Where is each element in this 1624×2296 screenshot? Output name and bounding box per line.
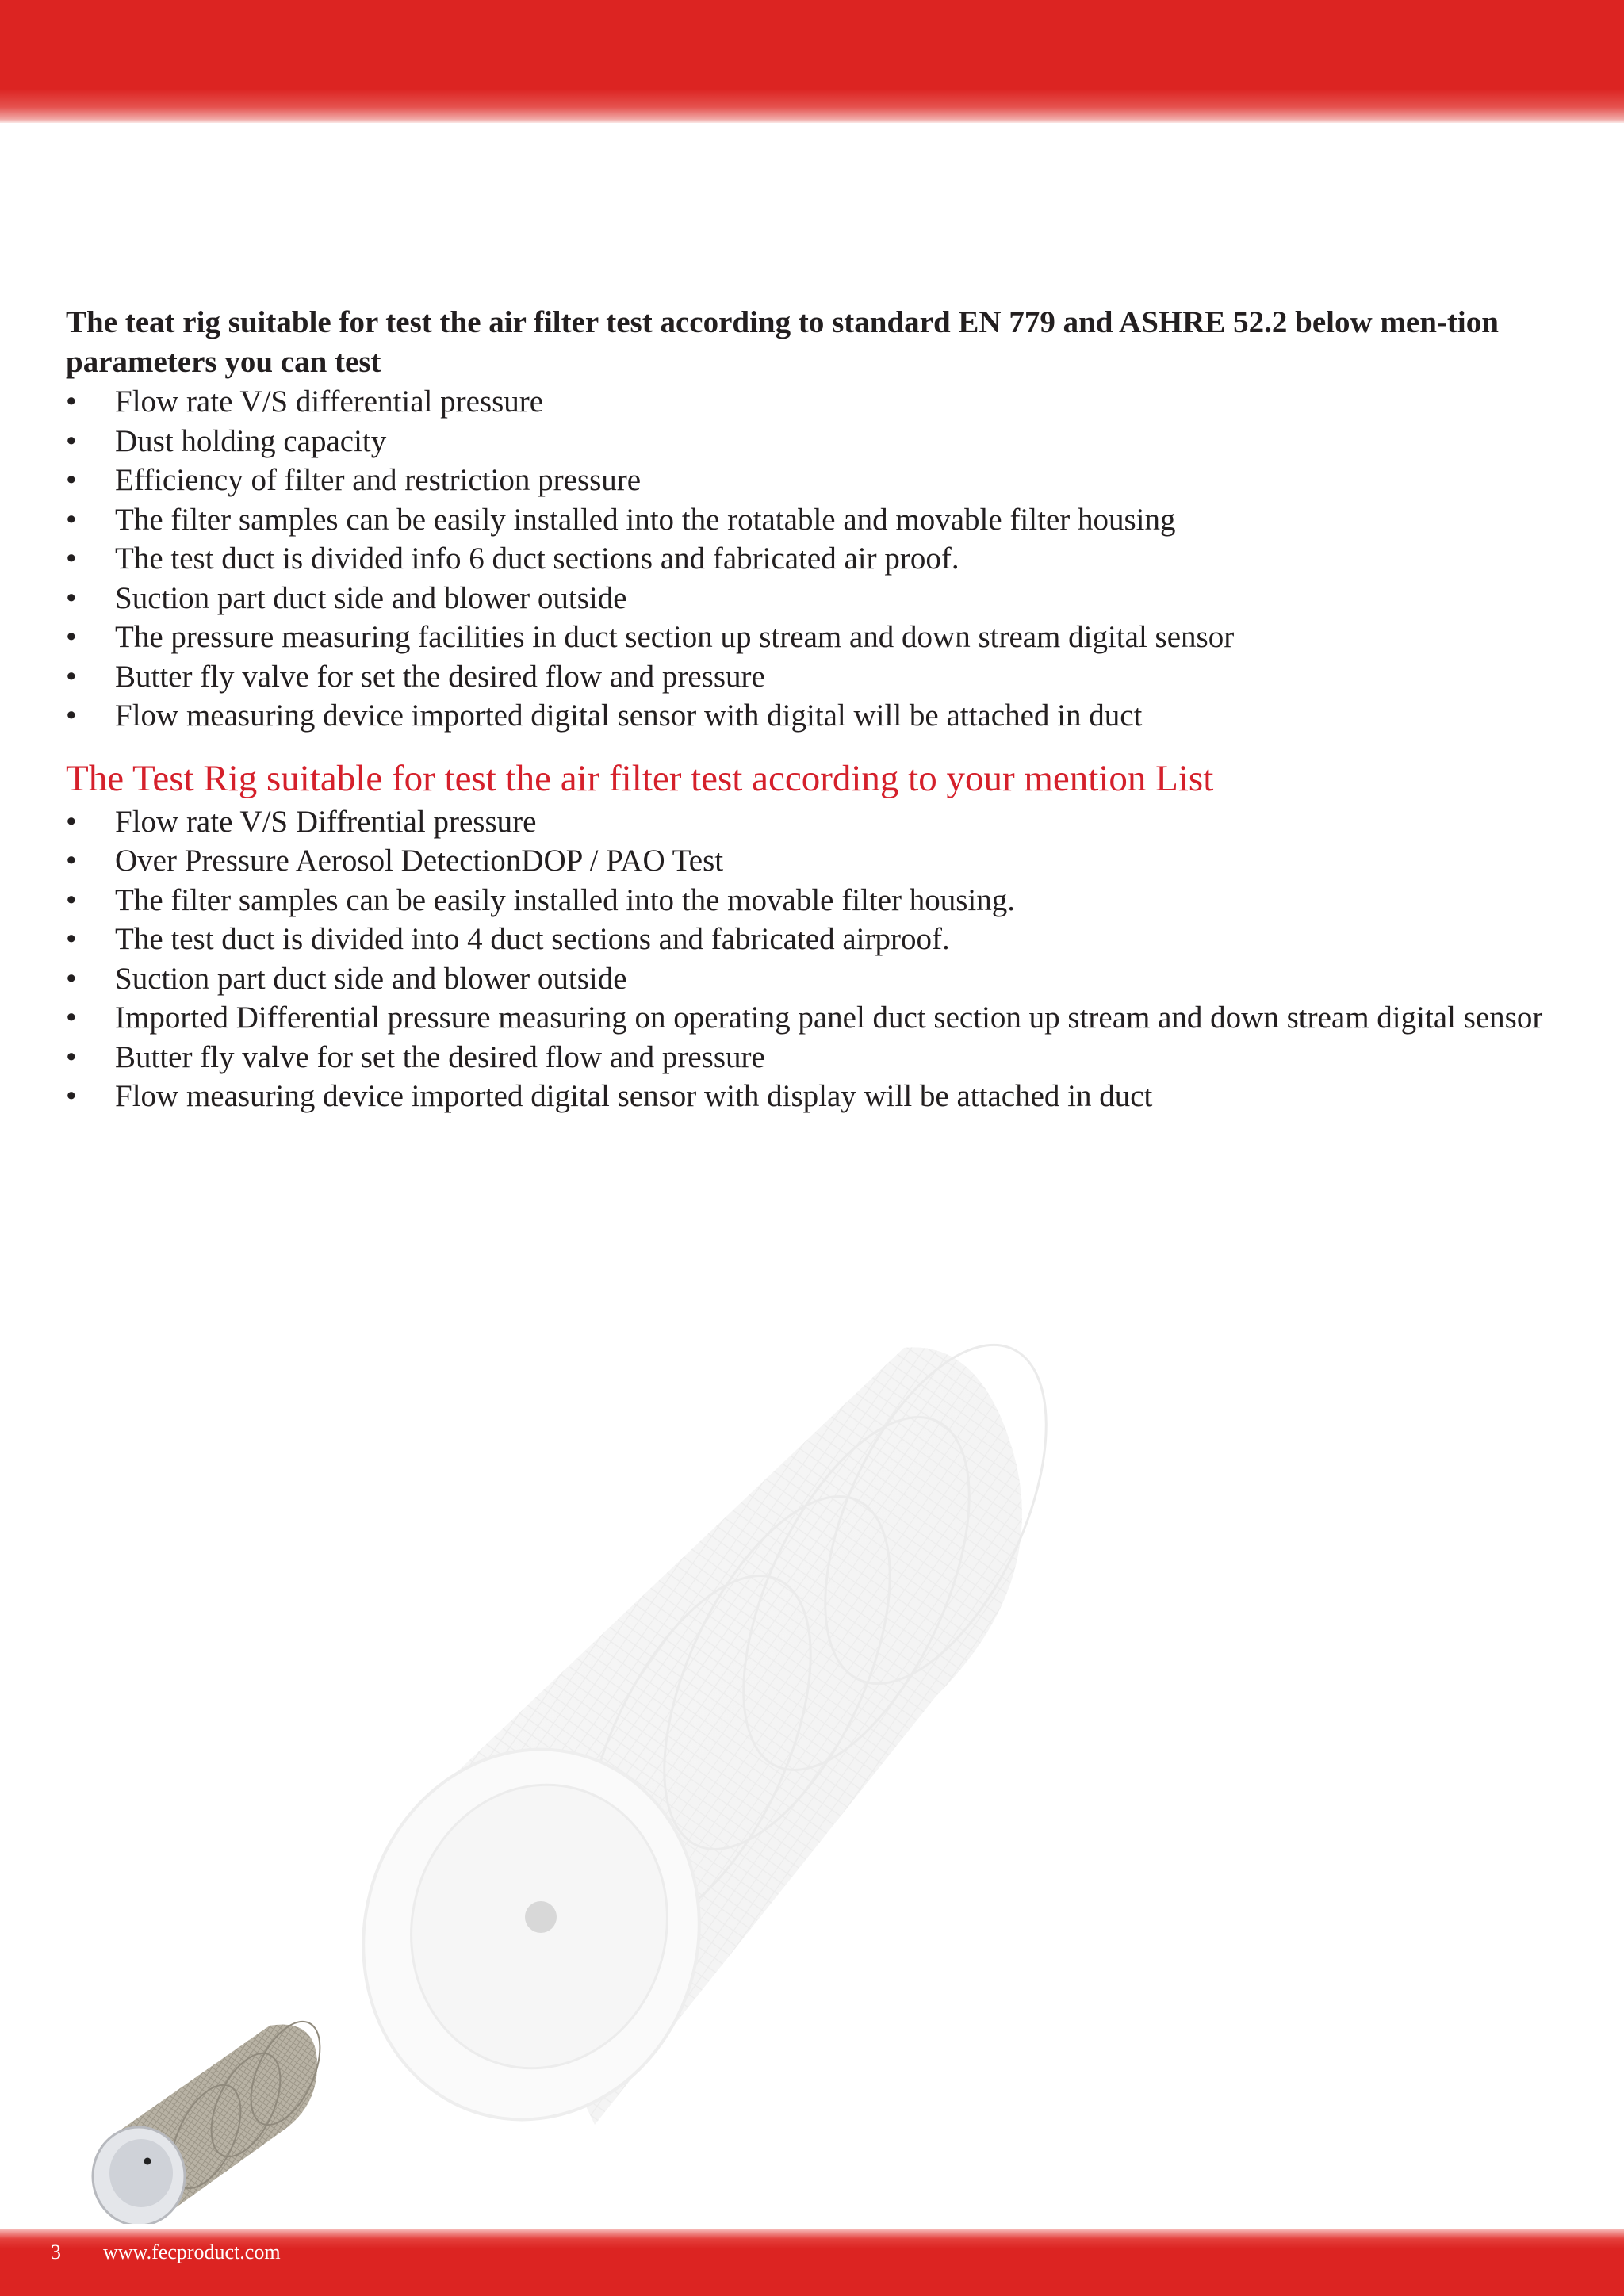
- bullet: •: [66, 385, 77, 419]
- section2-list: [66, 802, 1557, 1116]
- list-item: • Flow rate V/S differential pressure: [66, 382, 1557, 422]
- list-item: • Dust holding capacity: [66, 422, 1557, 461]
- list-item: • Butter fly valve for set the desired flow and pressure: [66, 657, 1557, 697]
- list-item: • Flow rate V/S Diffrential pressure: [66, 802, 1557, 842]
- filter-cartridge-photo-image: [87, 2018, 325, 2224]
- list-item: • Suction part duct side and blower outside: [66, 579, 1557, 618]
- list-item: • Flow measuring device imported digital sensor with display will be attached in duct: [66, 1077, 1557, 1116]
- list-item: • The filter samples can be easily installed into the movable filter housing.: [66, 881, 1557, 920]
- bullet: •: [66, 541, 77, 576]
- list-item: • Butter fly valve for set the desired flow and pressure: [66, 1038, 1557, 1077]
- bullet: •: [66, 844, 77, 878]
- list-item: • The test duct is divided into 4 duct sections and fabricated airproof.: [66, 920, 1557, 959]
- page-number: 3: [51, 2241, 61, 2263]
- bullet: •: [66, 463, 77, 497]
- bullet: •: [66, 1039, 77, 1074]
- section2-title: The Test Rig suitable for test the air filter test according to your mention List: [66, 757, 1214, 799]
- list-item: • Over Pressure Aerosol DetectionDOP / PAO Test: [66, 841, 1557, 881]
- bullet: •: [66, 961, 77, 996]
- section1-intro: The teat rig suitable for test the air filter test according to standard EN 779 and ASHRE 52.2 below men-tion parameters you can test: [66, 305, 1499, 379]
- bullet: •: [66, 698, 77, 733]
- bullet: •: [66, 423, 77, 458]
- header-band: [0, 0, 1624, 123]
- list-item: • The filter samples can be easily installed into the rotatable and movable filter housing: [66, 500, 1557, 540]
- list-item: • Efficiency of filter and restriction pressure: [66, 461, 1557, 500]
- list-item: • The pressure measuring facilities in duct section up stream and down stream digital sensor: [66, 618, 1557, 657]
- bullet: •: [66, 620, 77, 654]
- bullet: •: [66, 882, 77, 917]
- list-item: • The test duct is divided info 6 duct sections and fabricated air proof.: [66, 539, 1557, 579]
- bullet: •: [66, 659, 77, 694]
- website-link[interactable]: www.fecproduct.com: [103, 2241, 281, 2263]
- bullet: •: [66, 1001, 77, 1035]
- bullet: •: [66, 804, 77, 839]
- bullet: •: [66, 922, 77, 956]
- list-item: • Flow measuring device imported digital sensor with digital will be attached in duct: [66, 696, 1557, 736]
- main-content: [66, 303, 1557, 1116]
- list-item: • Imported Differential pressure measuring on operating panel duct section up stream and down stream digital sensor: [66, 998, 1557, 1038]
- bullet: •: [66, 1079, 77, 1113]
- bullet: •: [66, 580, 77, 615]
- list-item: • Suction part duct side and blower outside: [66, 959, 1557, 999]
- bullet: •: [66, 502, 77, 537]
- section1-list: [66, 382, 1557, 736]
- filter-cartridge-watermark-image: [333, 1332, 1205, 2125]
